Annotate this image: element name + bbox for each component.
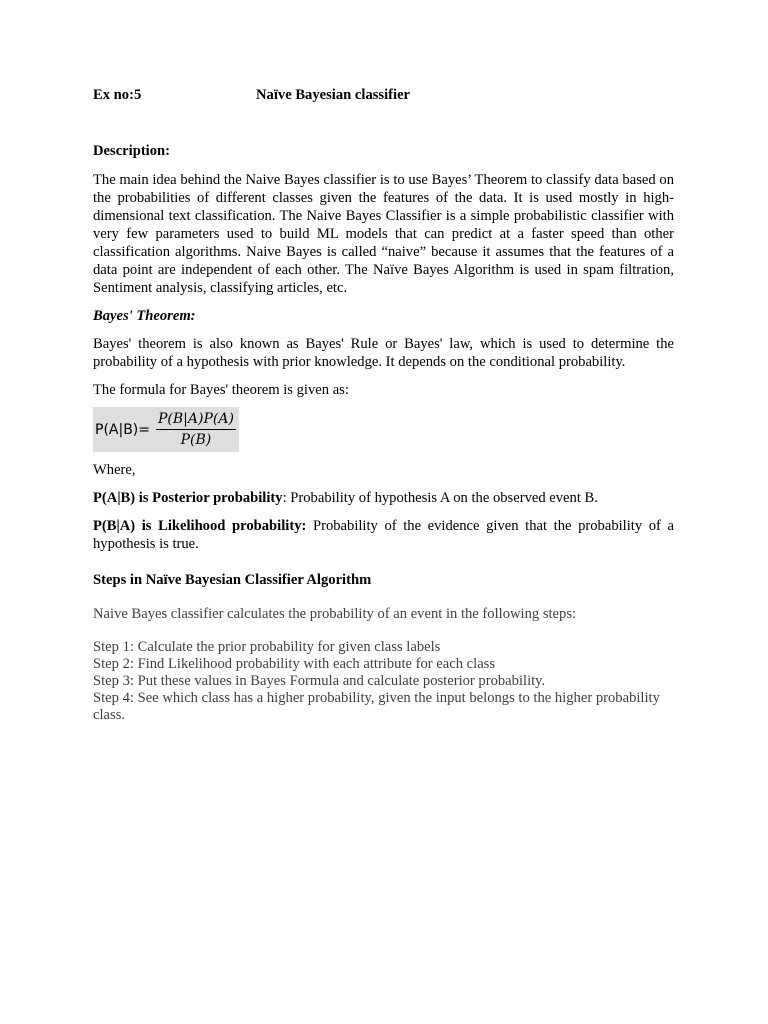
definition-text: Probability of the evidence given that the probability of a hypothesis is true.: [93, 518, 674, 552]
step-item: Step 2: Find Likelihood probability with each attribute for each class: [93, 656, 496, 672]
definition-posterior: [93, 489, 674, 507]
description-paragraph: The main idea behind the Naive Bayes classifier is to use Bayes’ Theorem to classify data based on the probabilities of different classes given the features of the data. It is used mostly in high-dimensional text classification. The Naive Bayes Classifier is a simple probabilistic classifier with very few parameters used to build ML models that can predict at a faster speed than other classification algorithms. Naive Bayes is called “naive” because it assumes that the features of a data point are independent of each other. The Naïve Bayes Algorithm is used in spam filtration, Sentiment analysis, classifying articles, etc.: [93, 172, 674, 296]
document-content: [93, 86, 674, 724]
exercise-title: Naïve Bayesian classifier: [256, 87, 411, 103]
bayes-theorem-paragraph: Bayes' theorem is also known as Bayes' Rule or Bayes' law, which is used to determine the probability of a hypothesis with prior knowledge. It depends on the conditional probability.: [93, 336, 674, 370]
steps-intro: Naive Bayes classifier calculates the probability of an event in the following steps:: [93, 606, 577, 622]
description-heading: Description:: [93, 143, 171, 159]
formula-denominator: P(B): [180, 432, 212, 448]
step-item: Step 3: Put these values in Bayes Formula and calculate posterior probability.: [93, 673, 546, 689]
formula-lhs: P(A|B)=: [95, 421, 150, 438]
where-label: Where,: [93, 462, 136, 478]
step-item: Step 4: See which class has a higher probability, given the input belongs to the higher probability class.: [93, 690, 660, 723]
bayes-formula: [93, 407, 239, 452]
exercise-number: Ex no:5: [93, 87, 142, 103]
definition-likelihood: [93, 517, 674, 553]
steps-heading: Steps in Naïve Bayesian Classifier Algorithm: [93, 572, 372, 588]
formula-numerator: P(B|A)P(A): [156, 409, 236, 430]
definition-term: P(B|A) is Likelihood probability:: [93, 518, 307, 534]
bayes-theorem-heading: Bayes' Theorem:: [93, 308, 196, 324]
steps-list: [93, 639, 674, 724]
formula-fraction: [156, 409, 236, 450]
exercise-heading: [93, 86, 674, 106]
step-item: Step 1: Calculate the prior probability for given class labels: [93, 639, 441, 655]
formula-intro: The formula for Bayes' theorem is given as:: [93, 382, 349, 398]
definition-term: P(A|B) is Posterior probability: [93, 490, 283, 506]
definition-text: : Probability of hypothesis A on the observed event B.: [282, 490, 598, 506]
